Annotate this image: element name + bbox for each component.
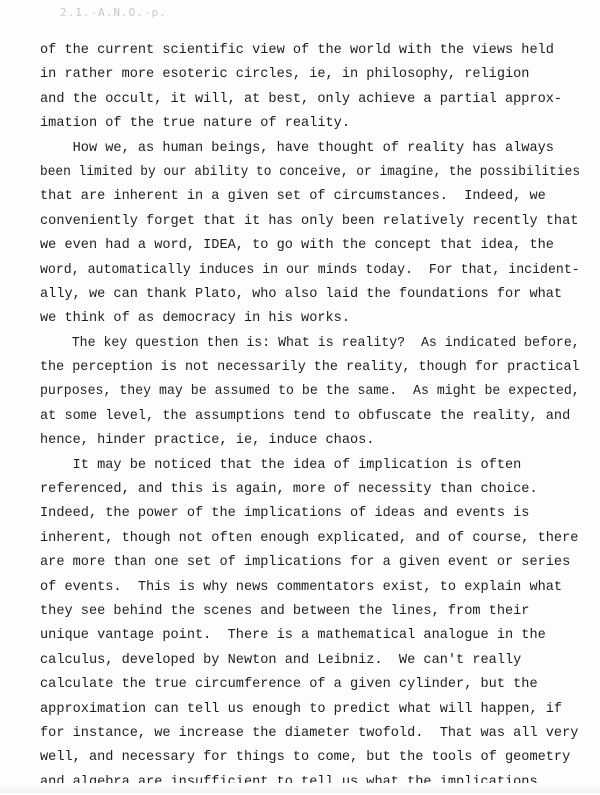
typed-text-body xyxy=(40,39,580,795)
text-line: The key question then is: What is reality? As indicated before, xyxy=(40,335,580,351)
text-line: purposes, they may be assumed to be the same. As might be expected, xyxy=(40,384,580,400)
text-line: they see behind the scenes and between the lines, from their xyxy=(40,603,530,619)
text-line: are more than one set of implications for a given event or series xyxy=(40,555,571,571)
text-line: that are inherent in a given set of circumstances. Indeed, we xyxy=(40,189,546,205)
text-line: How we, as human beings, have thought of reality has always xyxy=(40,140,554,156)
text-line: conveniently forget that it has only been relatively recently that xyxy=(40,213,579,229)
text-line: unique vantage point. There is a mathematical analogue in the xyxy=(40,628,546,644)
text-line: word, automatically induces in our minds today. For that, incident- xyxy=(40,262,580,278)
text-line: calculus, developed by Newton and Leibniz. We can't really xyxy=(40,652,522,668)
text-line: inherent, though not often enough explicated, and of course, there xyxy=(40,530,579,546)
text-line: well, and necessary for things to come, but the tools of geometry xyxy=(40,750,571,766)
text-line: we think of as democracy in his works. xyxy=(40,311,350,327)
text-line: for instance, we increase the diameter twofold. That was all very xyxy=(40,725,579,741)
page-bottom-edge xyxy=(0,783,600,793)
page-header-mark: 2.1.-A.N.O.-p. xyxy=(60,6,167,19)
text-line: hence, hinder practice, ie, induce chaos. xyxy=(40,433,375,449)
text-line: of events. This is why news commentators exist, to explain what xyxy=(40,579,563,595)
text-line: imation of the true nature of reality. xyxy=(40,116,350,132)
text-line: approximation can tell us enough to predict what will happen, if xyxy=(40,701,563,717)
text-line: Indeed, the power of the implications of ideas and events is xyxy=(40,506,530,522)
text-line: and the occult, it will, at best, only achieve a partial approx- xyxy=(40,91,563,107)
text-line: ally, we can thank Plato, who also laid the foundations for what xyxy=(40,286,563,302)
text-line: at some level, the assumptions tend to obfuscate the reality, and xyxy=(40,408,571,424)
text-line: of the current scientific view of the world with the views held xyxy=(40,43,554,58)
text-line: It may be noticed that the idea of implication is often xyxy=(40,457,522,473)
text-line: been limited by our ability to conceive, or imagine, the possibilities xyxy=(40,164,581,180)
text-line: referenced, and this is again, more of necessity than choice. xyxy=(40,482,538,498)
text-line: the perception is not necessarily the reality, though for practical xyxy=(40,360,580,376)
text-line: in rather more esoteric circles, ie, in philosophy, religion xyxy=(40,67,530,83)
text-line: calculate the true circumference of a given cylinder, but the xyxy=(40,677,538,693)
text-line: we even had a word, IDEA, to go with the concept that idea, the xyxy=(40,238,554,254)
